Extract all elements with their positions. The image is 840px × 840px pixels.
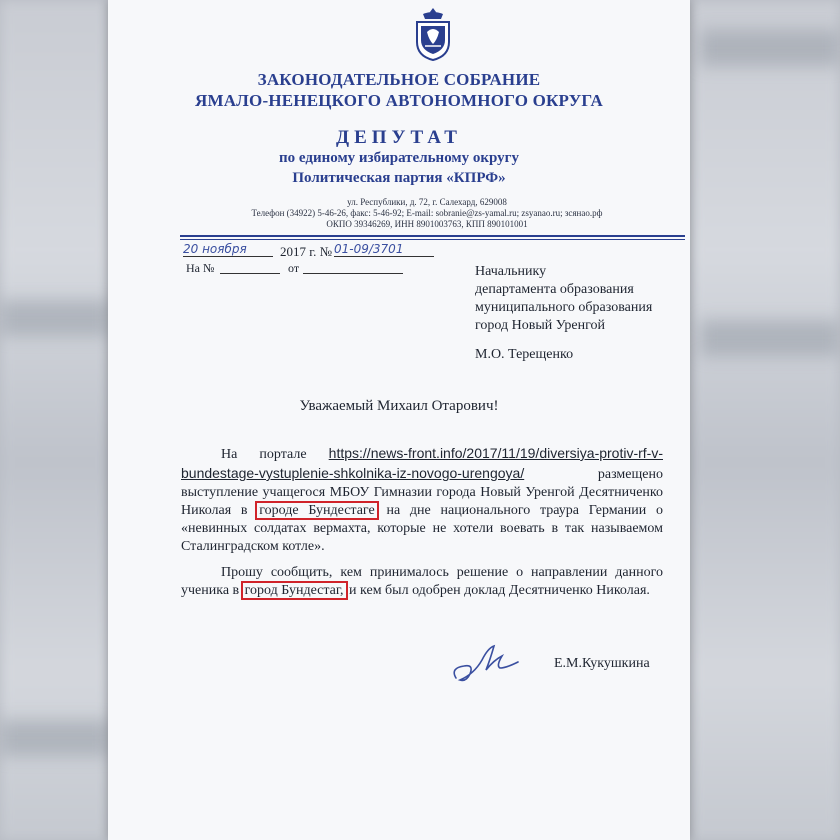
greeting: Уважаемый Михаил Отарович! (299, 398, 499, 414)
highlighted-phrase: городе Бундестаге (259, 503, 375, 518)
reference-number-label: На № (186, 261, 215, 275)
deputy-title: ДЕПУТАТ (336, 127, 462, 148)
reference-number-blank (220, 273, 280, 274)
signer-name: Е.М.Кукушкина (554, 656, 650, 671)
blurred-background-right (690, 0, 840, 840)
letterhead-rule (180, 235, 685, 237)
news-link[interactable]: https://news-front.info/2017/11/19/diversiya-protiv-rf-v-bundestage-vystuplenie-shkolnika-iz-novogo-urengoya/ (181, 445, 663, 481)
blurred-band (0, 300, 110, 336)
blurred-band (0, 720, 110, 756)
recipient-name: М.О. Терещенко (475, 347, 574, 362)
recipient-line: Начальнику (475, 264, 547, 279)
handwritten-signature (448, 632, 528, 686)
codes-text: ОКПО 39346269, ИНН 8901003763, КПП 890101001 (326, 219, 528, 229)
organization-name-line1: ЗАКОНОДАТЕЛЬНОЕ СОБРАНИЕ (257, 70, 541, 89)
paragraph-1 (181, 444, 663, 556)
body-text: размещено выступление учащегося МБОУ Гимназии города Новый Уренгой Десятниченко Николая в (181, 467, 663, 518)
contacts-text: Телефон (34922) 5-46-26, факс: 5-46-92; E-mail: sobranie@zs-yamal.ru; zsyanao.ru; зсянао.рф (251, 208, 603, 218)
recipient-line: город Новый Уренгой (475, 318, 606, 333)
recipient-block (475, 263, 652, 335)
year-number-label: 2017 г. № (280, 244, 333, 259)
blurred-background-left (0, 0, 110, 840)
body-text: На портале (221, 447, 329, 462)
body-text: и кем был одобрен доклад Десятниченко Николая. (345, 583, 650, 598)
organization-name-line2: ЯМАЛО-НЕНЕЦКОГО АВТОНОМНОГО ОКРУГА (194, 91, 604, 110)
handwritten-date: 20 ноября (183, 242, 273, 257)
letterhead-rule-thin (180, 239, 685, 240)
district-text: по единому избирательному округу (279, 150, 519, 166)
letter-page (108, 0, 690, 840)
paragraph-2 (181, 564, 663, 600)
reference-date-label: от (288, 261, 300, 275)
letter-body (181, 444, 663, 600)
blurred-band (700, 30, 840, 66)
body-text: Прошу сообщить, кем принималось решение о направлении данного ученика в (181, 565, 663, 598)
yamal-coat-of-arms-icon (411, 6, 455, 62)
reference-date-blank (303, 273, 403, 274)
address-text: ул. Республики, д. 72, г. Салехард, 629008 (347, 197, 507, 207)
party-text: Политическая партия «КПРФ» (292, 170, 506, 186)
handwritten-number: 01-09/3701 (334, 242, 434, 257)
body-text: на дне национального траура Германии о «невинных солдатах вермахта, которые не хотели воевать в так называемом Сталинградском котле». (181, 503, 663, 554)
highlighted-phrase: город Бундестаг, (244, 583, 344, 598)
recipient-line: департамента образования (475, 282, 634, 297)
blurred-band (700, 320, 840, 356)
recipient-line: муниципального образования (475, 300, 653, 315)
